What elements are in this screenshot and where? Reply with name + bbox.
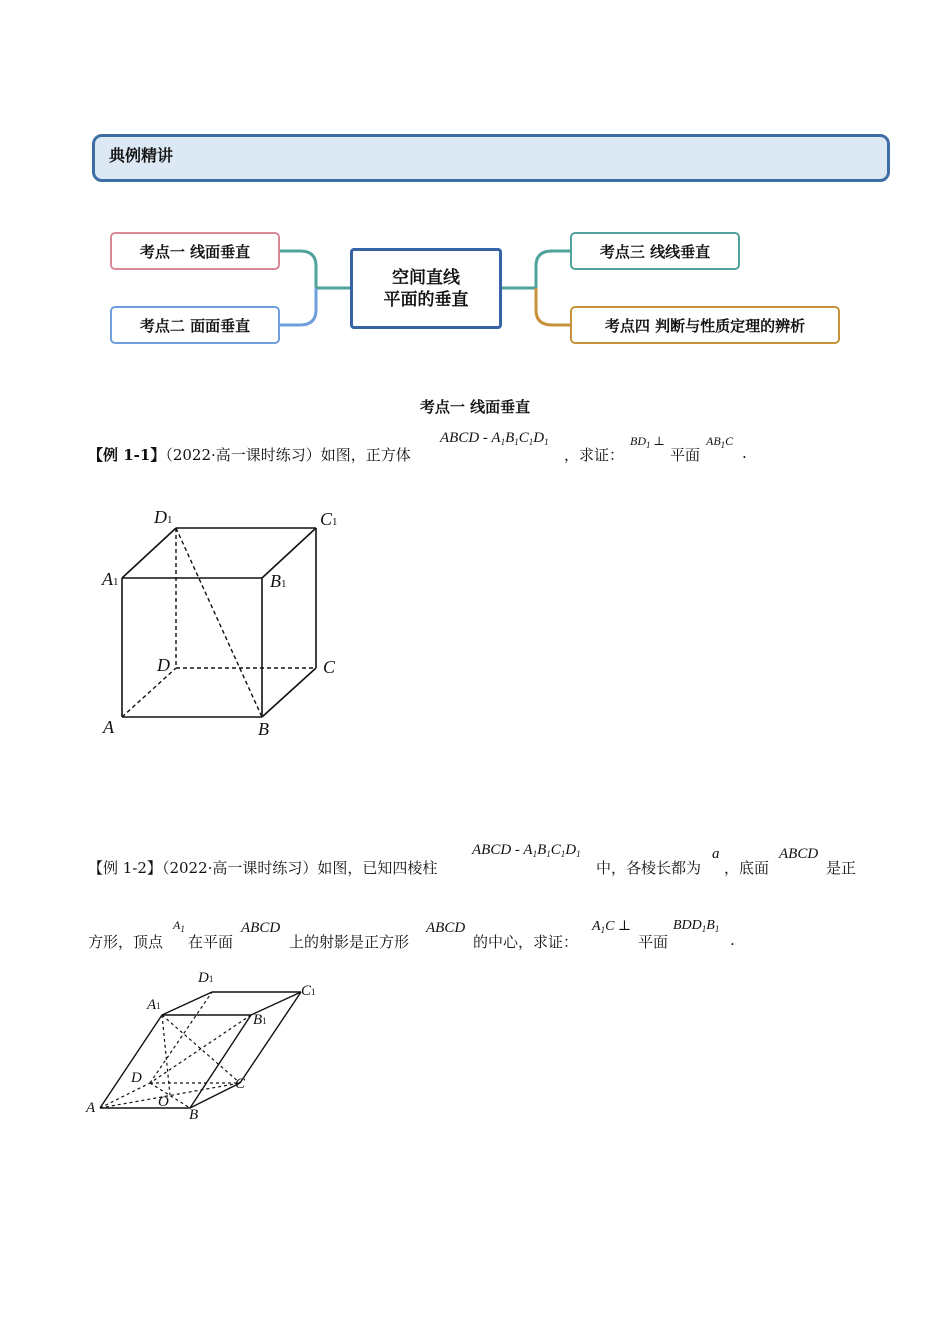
example-1-2-t4: 方形，顶点 bbox=[88, 933, 164, 951]
cube-label-b1: B1 bbox=[270, 571, 287, 591]
cube-label-a: A bbox=[103, 717, 114, 737]
example-1-2-t2: ，底面 bbox=[724, 859, 770, 877]
example-1-1-label-line bbox=[88, 444, 411, 465]
example-1-2-a: a bbox=[712, 846, 720, 862]
cube-label-c1: C1 bbox=[320, 509, 338, 529]
example-1-1-end: . bbox=[742, 444, 747, 462]
example-1-2-plane-word: 平面 bbox=[638, 933, 669, 951]
mindmap-center-node bbox=[350, 248, 502, 329]
prism-label-b1: B1 bbox=[253, 1012, 267, 1028]
example-1-2-t1: 中，各棱长都为 bbox=[596, 859, 702, 877]
example-1-2-abcd-2: ABCD bbox=[241, 920, 281, 936]
example-1-2-solid: ABCD - $A_1B_1C_1D_1$ bbox=[472, 842, 581, 859]
topic4-label: 考点四 判断与性质定理的辨析 bbox=[604, 316, 806, 335]
example-1-2-label-line bbox=[88, 857, 437, 878]
section-header-title: 典例精讲 bbox=[109, 146, 174, 165]
example-1-2-a1: $A_1$ bbox=[173, 918, 185, 934]
example-1-2-a1c: $A_1C$ ⊥ bbox=[592, 919, 632, 935]
prism-label-b: B bbox=[189, 1107, 199, 1123]
prism-label-c: C bbox=[235, 1076, 246, 1092]
example-1-1-source: （2022·高一课时练习）如图，正方体 bbox=[165, 446, 411, 464]
mindmap-node-topic3 bbox=[570, 232, 740, 270]
topic2-label: 考点二 面面垂直 bbox=[139, 316, 251, 335]
example-1-2-end: . bbox=[730, 931, 735, 949]
cube-label-d1: D1 bbox=[154, 507, 173, 527]
cube-label-b: B bbox=[258, 719, 269, 739]
example-1-2-label: 【例 1-2】 bbox=[88, 859, 162, 877]
center-line2: 平面的垂直 bbox=[383, 289, 469, 310]
topic1-label: 考点一 线面垂直 bbox=[139, 242, 251, 261]
example-1-1-plane: $AB_1C$ bbox=[706, 434, 734, 450]
prism-label-o: O bbox=[158, 1094, 169, 1110]
prism-label-a1: A1 bbox=[147, 997, 161, 1013]
example-1-2-source: （2022·高一课时练习）如图，已知四棱柱 bbox=[161, 859, 438, 877]
example-1-1-bd1: $BD_1$ ⊥ bbox=[630, 434, 665, 450]
example-1-2-t5: 在平面 bbox=[188, 933, 234, 951]
example-1-2-t6: 上的射影是正方形 bbox=[289, 933, 410, 951]
cube-label-c: C bbox=[323, 657, 336, 677]
example-1-2-abcd: ABCD bbox=[779, 846, 819, 862]
prism-label-d: D bbox=[131, 1070, 142, 1086]
cube-figure bbox=[90, 500, 360, 750]
example-1-2-plane: $BDD_1B_1$ bbox=[673, 918, 720, 934]
mindmap-node-topic2 bbox=[110, 306, 280, 344]
example-1-2-t7: 的中心，求证： bbox=[473, 933, 579, 951]
prism-figure bbox=[85, 975, 335, 1135]
example-1-1-label: 【例 1-1】 bbox=[88, 446, 166, 464]
center-line1: 空间直线 bbox=[392, 267, 460, 288]
section-title: 考点一 线面垂直 bbox=[419, 398, 531, 416]
prism-label-a: A bbox=[86, 1100, 96, 1116]
mindmap-node-topic4 bbox=[570, 306, 840, 344]
prism-label-c1: C1 bbox=[301, 983, 316, 999]
prism-label-d1: D1 bbox=[198, 970, 214, 986]
example-1-2-t3: 是正 bbox=[826, 859, 857, 877]
mindmap-node-topic1 bbox=[110, 232, 280, 270]
example-1-1-prove: ，求证： bbox=[564, 446, 625, 464]
cube-label-a1: A1 bbox=[102, 569, 119, 589]
example-1-1-solid: ABCD - $A_1B_1C_1D_1$ bbox=[440, 430, 549, 447]
example-1-1-plane-word: 平面 bbox=[670, 446, 701, 464]
topic3-label: 考点三 线线垂直 bbox=[599, 242, 711, 261]
cube-label-d: D bbox=[157, 655, 170, 675]
example-1-2-abcd-3: ABCD bbox=[426, 920, 466, 936]
